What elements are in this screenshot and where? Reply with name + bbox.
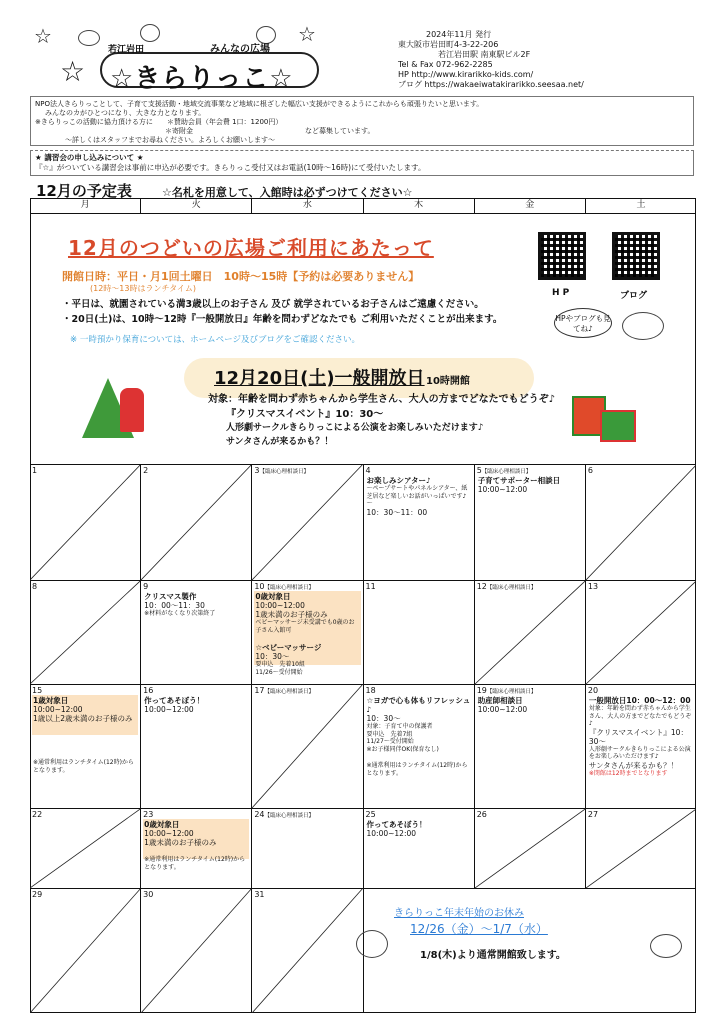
day-events [33,696,138,774]
closed-day-slash [586,809,696,888]
weekday-label: 土 [636,200,646,210]
address-line: 東大阪市岩田町4-3-22-206 [398,40,499,49]
day-cell [586,581,696,684]
day-number-text: 27 [587,810,599,819]
day-cell [475,809,586,888]
consultation-tag: 【臨床心理相談日】 [259,469,309,475]
day-events [367,476,472,517]
consultation-tag: 【臨床心理相談日】 [264,813,315,819]
event-line: 11/27～受付開始 [366,738,414,745]
closed-day-slash [30,581,140,684]
day-number [366,686,376,695]
event-line: 子育てサポーター相談日 [477,476,561,485]
childcare-note: ※ 一時預かり保育については、ホームページ及びブログをご確認ください。 [70,335,360,345]
day-events [144,696,249,714]
day-cell [30,465,141,580]
day-number-text: 6 [587,466,593,475]
event-line: 『クリスマスイベント』10：30～ [588,727,688,746]
consultation-tag: 【臨床心理相談日】 [481,469,532,475]
day-cell [364,581,475,684]
event-line: 1歳対象日 [33,696,69,705]
day-cell [252,809,363,888]
day-cell [364,465,475,580]
day-number-text: 3 [254,466,260,475]
intro-line: ※きらりっこの活動に協力頂ける方に ＊賛助会員（年会費 1口：1200円） [35,118,283,126]
day-number-text: 17 [254,686,265,695]
intro-line: みんなのカがひとつになり、大きな力となります。 [45,109,206,117]
closed-day-slash [30,889,140,1013]
day-number [143,810,153,819]
notice-title: ★ 講習会の申し込みについて ★ [35,153,144,162]
week-row [30,464,696,580]
day-number [143,466,148,475]
santa-icon [120,388,144,432]
day-events [367,820,472,838]
cat-icon [622,312,664,340]
week-row [30,808,696,888]
banner-title: 12月のつどいの広場ご利用にあたって [68,236,434,260]
day-number [254,686,314,695]
event-line: 一般開放日10：00～12：00 [588,696,691,705]
star-icon: ☆ [298,22,316,46]
day-number [143,686,153,695]
day-number [32,466,37,475]
day-cell [141,685,252,808]
day-cell [252,581,363,684]
day-number-text: 13 [587,582,599,591]
star-icon: ☆ [60,55,86,88]
day-number-text: 12 [476,582,487,591]
event-line: 1歳以上2歳未満のお子様のみ [33,714,133,723]
consultation-tag: 【臨床心理相談日】 [486,689,537,695]
calendar-header [30,198,696,214]
event-line: ☆ベビーマッサージ [255,643,322,652]
day-number [366,466,371,475]
event-line: ※通常利用はランチタイム(12時)からとなります。 [33,759,134,774]
event-line: お楽しみシアター♪ [366,476,431,485]
day-events [589,696,694,777]
day-number [143,582,148,591]
day-cell [252,889,363,1013]
holiday-note: 1/8(木)より通常開館致します。 [420,950,566,961]
day-cell [586,685,696,808]
closed-day-slash [252,889,362,1013]
event-line: サンタさんが来るかも？！ [588,760,679,770]
day-cell [586,465,696,580]
week-row [30,684,696,808]
day-number [366,810,376,819]
event-line: ※お子様同伴OK(保育なし) [366,745,439,753]
open-day-detail: 人形劇サークルきらりっこによる公演をお楽しみいただけます♪ [226,423,484,433]
weekday-label: 金 [475,198,586,213]
closed-day-slash [30,809,140,888]
notice-box [30,150,694,176]
rule-item: ・20日(土)は、10時～12時『一般開放日』年齢を問わずどなたでも ご利用いただくことが出来ます。 [62,314,503,325]
day-number-text: 1 [32,466,38,475]
day-number [588,686,598,695]
day-number [588,582,598,591]
day-number [32,582,37,591]
closed-day-slash [475,581,585,684]
closed-day-slash [141,889,251,1013]
day-number-text: 20 [587,686,599,695]
logo-top-text: 若江岩田 [108,45,145,55]
rule-item: ・平日は、就園されている満3歳以上のお子さん 及び 就学されているお子さんはご遠慮ください。 [62,299,484,310]
week-row [30,580,696,684]
animal-icon [140,24,160,42]
consultation-tag: 【臨床心理相談日】 [486,585,537,591]
day-number [477,582,537,591]
event-line [33,750,138,759]
day-number-text: 16 [143,686,154,695]
holiday-title: きらりっこ年末年始のお休み [394,908,524,919]
event-line: ベビーマッサージ未受講でも0歳のお子さん入館可 [255,619,355,634]
event-line: 0歳対象日 [255,592,291,601]
day-number [254,466,309,475]
open-day-event: 『クリスマスイベント』10：30～ [226,409,384,420]
event-line [255,634,360,643]
contact-info [398,30,584,90]
day-number [254,890,264,899]
issued-date: 2024年11月 発行 [426,30,492,39]
notice-text: 『☆』がついている講習会は事前に申込が必要です。きらりっこ受付又はお電話(10時～16時)にて受付いたします。 [35,163,426,172]
weekday-label: 水 [252,198,363,213]
day-number-text: 5 [476,466,482,475]
event-line: 10:00~12:00 [477,705,528,714]
day-cell [30,889,141,1013]
day-cell [30,581,141,684]
day-number [32,890,42,899]
event-line: 10:00~12:00 [33,705,83,714]
open-day-target: 対象：年齢を問わず赤ちゃんから学生さん、大人の方までどなたでもどうぞ♪ [208,394,555,405]
event-line: 10：30～ [255,652,290,661]
day-number-text: 23 [143,810,154,819]
day-number [477,686,537,695]
event-line: 10:00~12:00 [144,829,194,838]
event-line: 10：00～11：30 [144,601,205,610]
bear-icon [650,934,682,958]
blog-qr-code[interactable] [612,232,660,280]
star-icon: ☆ [34,24,52,48]
day-cell [30,685,141,808]
day-number-text: 24 [254,810,265,819]
event-line: 10:00~12:00 [255,601,305,610]
event-line [367,753,472,762]
day-cell [475,465,586,580]
day-number-text: 22 [32,810,43,819]
day-cell [586,809,696,888]
event-line [33,741,138,750]
tel-fax: Tel & Fax 072-962-2285 [398,60,493,69]
event-line: ※閉館は12時までとなります [588,769,668,777]
event-line: 10：30～11：00 [366,507,428,517]
holiday-dates: 12/26（金）～1/7（水） [410,922,548,936]
day-number-text: 25 [365,810,376,819]
event-line: 10:00~12:00 [477,485,528,494]
day-number-text: 11 [365,582,376,591]
day-cell [475,685,586,808]
event-line: 対象：子育て中の保護者 [366,723,433,730]
blog-qr-label: ブログ [620,291,648,301]
event-line: ～ペープサートやパネルシアター、紙芝居など楽しいお話がいっぱいです♪～ [366,485,468,507]
closed-day-slash [30,465,140,580]
day-number-text: 30 [143,890,154,899]
closed-day-slash [475,809,585,888]
day-cell [141,889,252,1013]
event-line: 要申込 先着10組 [255,661,305,668]
bird-icon [78,30,100,46]
event-line: ※通常利用はランチタイム(12時)からとなります。 [366,762,468,777]
intro-line: ～詳しくはスタッフまでお尋ねください。よろしくお願いします～ [65,136,275,144]
day-number-text: 31 [254,890,265,899]
event-line: 人形劇サークルきらりっこによる公演をお楽しみいただけます♪ [588,745,691,760]
day-number [254,582,314,591]
event-line [255,676,360,684]
event-line: 1歳未満のお子様のみ [144,838,217,847]
hp-link[interactable]: HP http://www.kirarikko-kids.com/ [398,70,534,79]
day-cell [364,809,475,888]
day-number-text: 15 [32,686,43,695]
day-events [478,476,583,494]
event-line: 0歳対象日 [144,820,180,829]
event-line [144,847,249,856]
day-cell [475,581,586,684]
closed-day-slash [252,465,362,580]
bear-icon [356,930,388,958]
day-number-text: 29 [32,890,43,899]
event-line: 10:00~12:00 [366,829,417,838]
day-events [144,592,249,618]
day-cell [252,685,363,808]
day-cell [364,685,475,808]
closed-day-slash [252,685,362,808]
open-day-time: 10時開館 [426,376,470,387]
day-events [367,696,472,777]
event-line: ☆ヨガで心も体もリフレッシュ♪ [366,696,471,714]
day-cell [141,465,252,580]
event-line: 10：30～ [366,714,401,723]
intro-box [30,96,694,146]
day-number [366,582,376,591]
weekday-label: 火 [141,198,252,213]
day-number-text: 19 [476,686,487,695]
day-number-text: 9 [143,582,149,591]
speech-bubble: HPやブログも見てね♪ [554,308,612,338]
intro-line: NPO法人きらりっことして、子育て支援活動・地域交流事業など地域に根ざした幅広い支援ができるようにこれからも頑張りたいと思います。 [35,100,484,108]
event-line: 対象：年齢を問わず赤ちゃんから学生さん、大人の方までどなたでもどうぞ♪ [588,705,692,727]
blog-link[interactable]: ブログ https://wakaeiwatakirarikko.seesaa.net/ [398,80,584,89]
hp-qr-code[interactable] [538,232,586,280]
day-number [588,466,593,475]
gift-box-icon [600,410,636,442]
consultation-tag: 【臨床心理相談日】 [264,585,315,591]
event-line: 10:00~12:00 [144,705,194,714]
logo-sub-text: みんなの広場 [210,44,270,55]
closed-day-slash [586,465,696,580]
day-cell [141,809,252,888]
day-number [254,810,314,819]
day-number [588,810,598,819]
closed-day-slash [586,581,696,684]
intro-line: ＊寄附金 など募集しています。 [165,127,375,135]
event-line: クリスマス製作 [144,592,197,601]
day-cell [252,465,363,580]
day-number [477,810,487,819]
day-number-text: 26 [476,810,487,819]
event-line: 作ってあそぼう！ [366,820,427,829]
day-number [32,686,42,695]
day-number-text: 8 [32,582,38,591]
event-line: 要申込 先着7組 [366,730,413,738]
schedule-title: 12月の予定表 [36,182,132,200]
consultation-tag: 【臨床心理相談日】 [264,689,315,695]
day-events [255,592,360,684]
event-line: 作ってあそぼう！ [144,696,205,705]
day-number [477,466,532,475]
lunch-time-note: (12時～13時はランチタイム) [90,284,197,293]
day-number [32,810,42,819]
opening-hours: 開館日時：平日・月1回土曜日 10時～15時【予約は必要ありません】 [62,270,420,283]
hp-qr-label: H P [552,288,570,298]
day-cell [141,581,252,684]
day-number-text: 18 [365,686,376,695]
closed-day-slash [141,465,251,580]
event-line [33,723,138,732]
weekday-label: 月 [30,198,141,213]
day-number-text: 10 [254,582,265,591]
day-number [143,890,153,899]
day-cell [30,809,141,888]
day-number-text: 2 [143,466,149,475]
event-line: 1歳未満のお子様のみ [255,610,328,619]
schedule-note: ☆名札を用意して、入館時は必ずつけてください☆ [162,186,413,199]
event-line: ※材料がなくなり次第終了 [144,610,216,617]
event-line: 11/26～受付開始 [255,668,303,676]
event-line: ※通常利用はランチタイム(12時)からとなります。 [144,856,246,871]
day-events [144,820,249,871]
event-line: 助産師相談日 [477,696,523,705]
logo-main-text: ☆きらりっこ☆ [110,64,294,94]
open-day-detail: サンタさんが来るかも？！ [226,437,334,447]
day-number-text: 4 [365,466,371,475]
weekday-label: 木 [364,198,475,213]
address-line-2: 若江岩田駅 南東駅ビル2F [438,50,531,59]
event-line [33,732,138,741]
day-events [478,696,583,714]
open-day-title: 12月20日(土)一般開放日 [214,368,425,389]
